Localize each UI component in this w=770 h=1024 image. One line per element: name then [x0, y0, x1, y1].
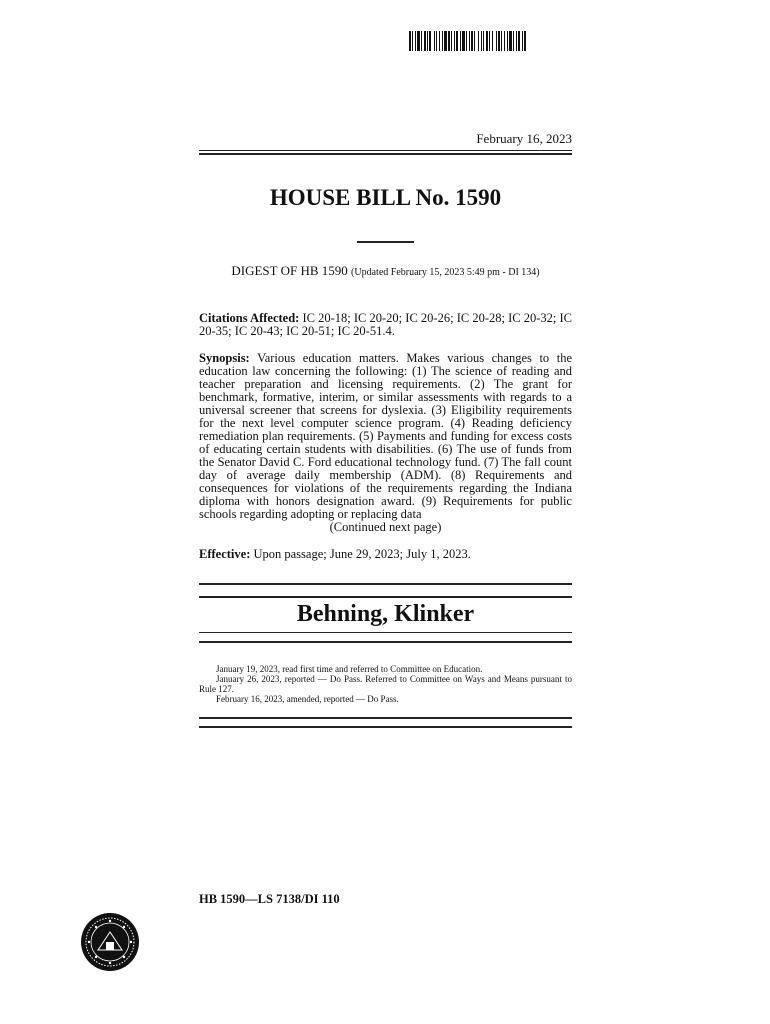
continued-note: (Continued next page): [329, 520, 442, 534]
effective-label: Effective:: [199, 547, 251, 561]
divider: [199, 717, 572, 719]
history-entry: February 16, 2023, amended, reported — Do Pass.: [216, 694, 399, 704]
state-seal-icon: [80, 912, 140, 972]
title-underline: [357, 241, 414, 243]
digest-heading: [199, 263, 572, 279]
citations-paragraph: [199, 312, 572, 338]
divider: [199, 150, 572, 151]
synopsis-label: Synopsis:: [199, 351, 250, 365]
divider: [199, 596, 572, 598]
synopsis-text: Various education matters. Makes various changes to the education law concerning the following: (1) The science of reading and teacher preparation and licensing requirements. (2) The grant for benchmark, formative, interim, or similar assessments with regards to a universal screener that screens for dyslexia. (3) Eligibility requirements for the next level computer science program. (4) Reading deficiency remediation plan requirements. (5) Payments and funding for excess costs of educating certain students with disabilities. (6) The use of funds from the Senator David C. Ford educational technology fund. (7) The fall count day of average daily membership (ADM). (8) Requirements and consequences for violations of the requirements regarding the Indiana diploma with honors designation award. (9) Requirements for public schools regarding adopting or replacing data: [199, 351, 572, 521]
history-entry: January 19, 2023, read first time and referred to Committee on Education.: [216, 664, 483, 674]
digest-label: DIGEST OF HB 1590: [231, 263, 348, 278]
barcode-icon: [409, 31, 589, 51]
divider: [199, 632, 572, 633]
history-entry: January 26, 2023, reported — Do Pass. Referred to Committee on Ways and Means pursuant to Rule 127.: [199, 674, 572, 694]
bill-authors: Behning, Klinker: [296, 601, 475, 627]
legislative-history: [199, 664, 572, 704]
document-date: February 16, 2023: [476, 131, 572, 146]
effective-paragraph: [199, 548, 572, 561]
divider: [199, 641, 572, 643]
bill-identifier: HB 1590—LS 7138/DI 110: [199, 892, 340, 906]
effective-text: Upon passage; June 29, 2023; July 1, 2023.: [253, 547, 471, 561]
divider: [199, 153, 572, 155]
citations-text: IC 20-18; IC 20-20; IC 20-26; IC 20-28; IC 20-32; IC 20-35; IC 20-43; IC 20-51; IC 20-51.4.: [199, 311, 573, 338]
synopsis-paragraph: [199, 352, 572, 534]
divider: [199, 726, 572, 728]
divider: [199, 583, 572, 585]
citations-label: Citations Affected:: [199, 311, 300, 325]
bill-title: HOUSE BILL No. 1590: [269, 185, 502, 210]
digest-updated: (Updated February 15, 2023 5:49 pm - DI 134): [351, 267, 540, 278]
